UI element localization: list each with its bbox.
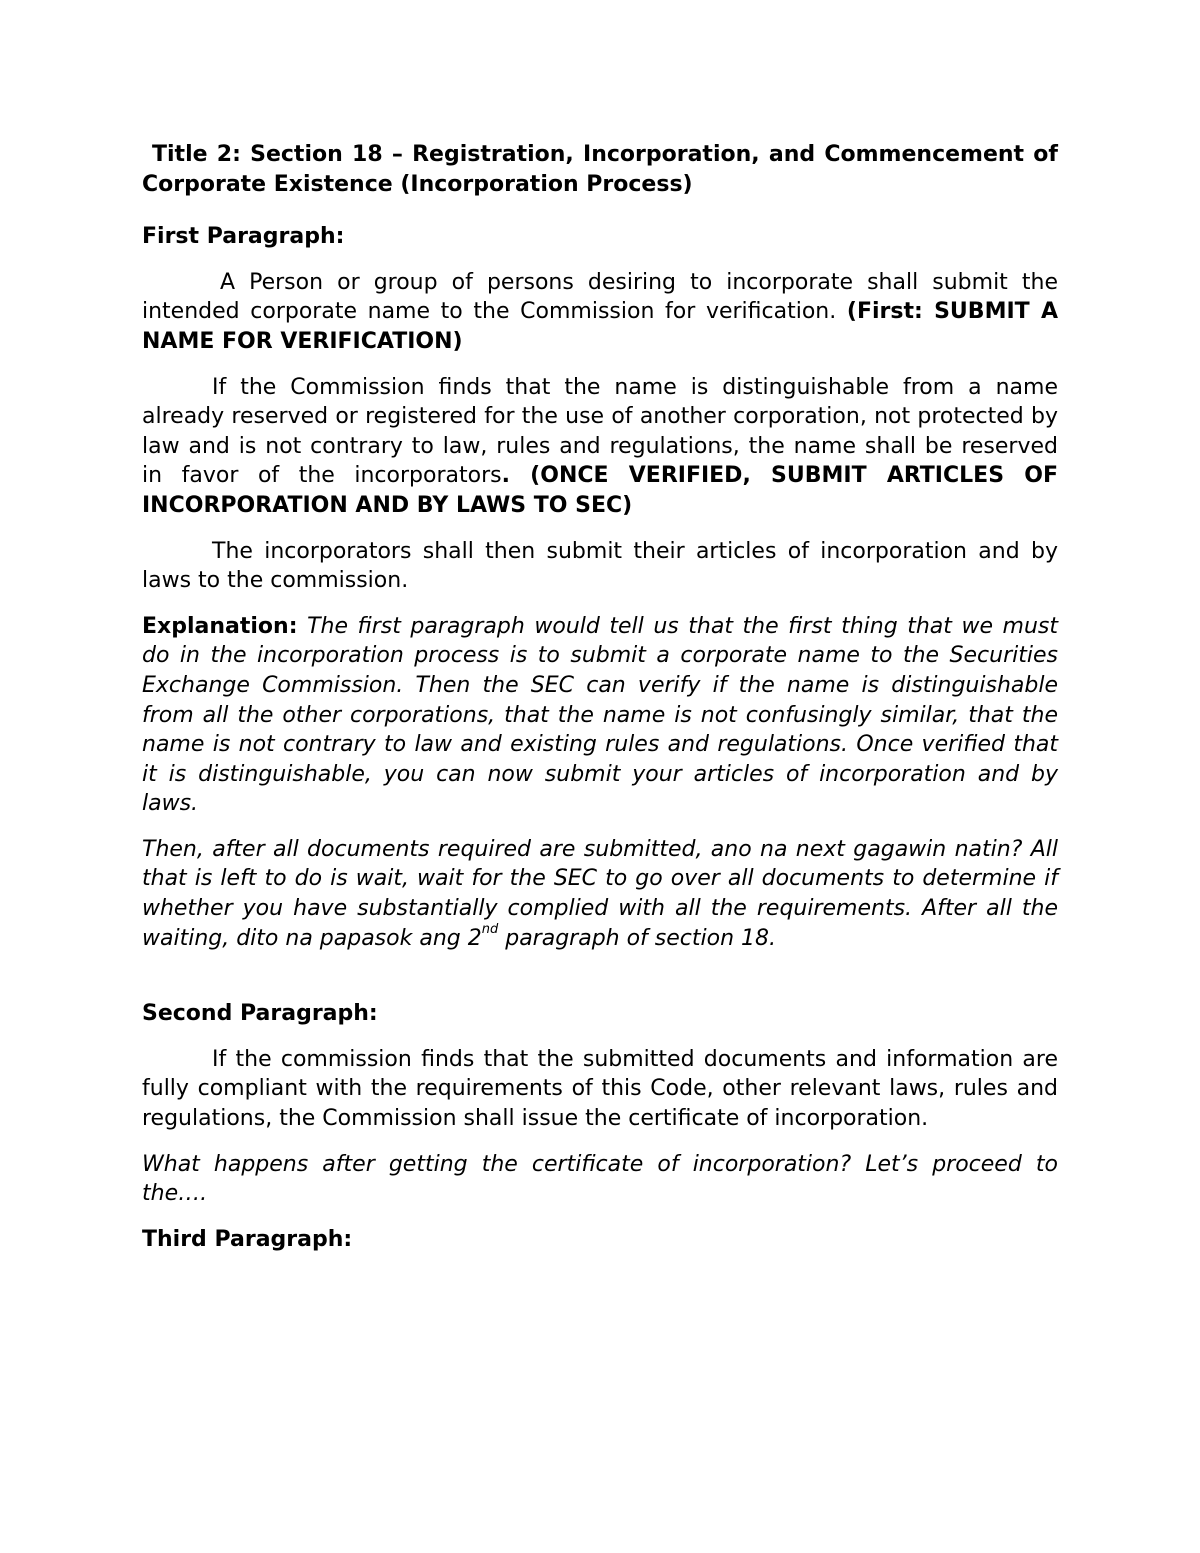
second-paragraph-text: If the commission finds that the submitted documents and information are fully compliant with the requirements of this Code, other relevant laws, rules and regulations, the Commission shall issue the certificate of incorporation. <box>142 1046 1058 1132</box>
first-paragraph-text-2-body: If the Commission finds that the name is distinguishable from a name already reserved or registered for the use of another corporation, not protected by law and is not contrary to law, rules and regulations, the name shall be reserved in favor of the incorporators <box>142 374 1058 489</box>
third-paragraph-heading: Third Paragraph: <box>142 1226 353 1252</box>
second-paragraph-heading: Second Paragraph: <box>142 1001 378 1027</box>
first-paragraph-text-2-note: . (ONCE VERIFIED, SUBMIT ARTICLES OF INCORPORATION AND BY LAWS TO SEC) <box>142 463 1058 518</box>
second-paragraph-question: What happens after getting the certificate of incorporation? Let’s proceed to the…. <box>142 1151 1058 1207</box>
explanation-text: The first paragraph would tell us that the first thing that we must do in the incorporation process is to submit a corporate name to the Securities Exchange Commission. Then the SEC can verify if the name is distinguishable from all the other corporations, that the name is not confusingly similar, that the name is not contrary to law and existing rules and regulations. Once verified that it is distinguishable, you can now submit your articles of incorporation and by laws. <box>142 613 1058 817</box>
first-paragraph-heading: First Paragraph: <box>142 224 345 250</box>
follow-up-text-after: paragraph of section 18. <box>498 925 777 951</box>
explanation-label: Explanation: <box>142 613 298 639</box>
explanation-follow-up <box>142 835 1058 953</box>
first-paragraph-text-1-body: A Person or group of persons desiring to incorporate shall submit the intended corporate name to the Commission for verification. <box>142 269 1058 325</box>
document-title <box>142 140 1058 199</box>
title-line-lead: Title 2: Section 18 – Registration, Incorporation, and <box>152 142 816 167</box>
first-paragraph-text-1 <box>142 268 1058 357</box>
first-paragraph-text-2 <box>142 373 1058 521</box>
document-page <box>142 140 1058 1270</box>
first-paragraph-text-1-note: (First: SUBMIT A NAME FOR VERIFICATION) <box>142 299 1058 354</box>
follow-up-text-before: Then, after all documents required are submitted, ano na next gagawin natin? All that is left to do is wait, wait for the SEC to go over all documents to determine if whether you have substantially complied with all the requirements. After all the waiting, dito na papasok ang 2 <box>142 836 1058 951</box>
title-line-rest: Commencement of Corporate Existence (Incorporation Process) <box>142 142 1058 197</box>
ordinal-suffix: nd <box>481 922 499 938</box>
explanation-paragraph <box>142 612 1058 819</box>
first-paragraph-text-3: The incorporators shall then submit their articles of incorporation and by laws to the commission. <box>142 538 1058 594</box>
